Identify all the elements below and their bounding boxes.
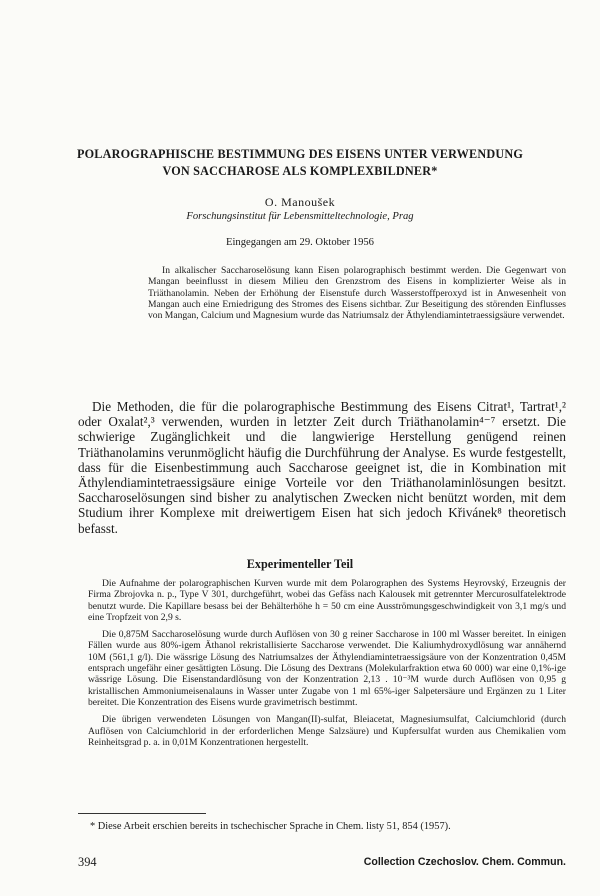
section-heading: Experimenteller Teil [246,557,354,571]
title-line-1: POLAROGRAPHISCHE BESTIMMUNG DES EISENS UNTER VERWENDUNG [76,147,524,161]
exp-paragraph: Die 0,875M Saccharoselösung wurde durch Auflösen von 30 g reiner Saccharose in 100 ml Wasser bereitet. In einigen Fällen wurde aus 80%-igem Äthanol rekristallisierte Saccharose verwendet. Die Kaliumhydroxydlösung war annähernd 10M (561,1 g/l). Die wässrige Lösung des Natriumsalzes der Äthylendiamintetraessigsäure von der Konzentration 0,45M entsprach ungefähr einer gesättigten Lösung. Die Lösung des Dextrans (Molekularfraktion etwa 60 000) war eine 0,1%-ige wässrige Lösung. Die Eisenstandardlösung von der Konzentration 2,13 . 10⁻³M wurde durch Auflösen von 0,95 g kristallischen Ammoniumeisenalauns in Wasser unter Zugabe von 1 ml 65%-iger Salpetersäure und Ergänzen zu 1 Liter bereitet. Die Konzentration des Eisens wurde gravimetrisch bestimmt. [88,629,566,708]
received-date: Eingegangen am 29. Oktober 1956 [226,237,374,248]
abstract [148,265,566,321]
journal-name: Collection Czechoslov. Chem. Commun. [363,856,566,868]
experimental-section [88,578,566,754]
exp-paragraph: Die übrigen verwendeten Lösungen von Mangan(II)-sulfat, Bleiacetat, Magnesiumsulfat, Calciumchlorid (durch Auflösen von Calciumchlorid in der erforderlichen Menge Salzsäure) und Kupfersulfat wurden aus Chemikalien vom Reinheitsgrad p. a. in 0,01M Konzentrationen hergestellt. [88,714,566,748]
author: O. Manoušek [264,195,336,209]
page-number: 394 [78,855,97,869]
introduction [78,399,566,536]
title-line-2: VON SACCHAROSE ALS KOMPLEXBILDNER* [162,164,438,178]
exp-paragraph: Die Aufnahme der polarographischen Kurven wurde mit dem Polarographen des Systems Heyrovský, Erzeugnis der Firma Zbrojovka n. p., Type V 301, durchgeführt, wobei das Gefäss nach Kalousek mit getrennter Mercurosulfatelektrode benutzt wurde. Die Kapillare besass bei der Behälterhöhe h = 50 cm eine Ausströmungsgeschwindigkeit von 3,1 mg/s und eine Tropfzeit von 2,9 s. [88,578,566,623]
footnote-rule [78,813,206,814]
abstract-text: In alkalischer Saccharoselösung kann Eisen polarographisch bestimmt werden. Die Gegenwart von Mangan beeinflusst in diesem Milieu den Grenzstrom des Eisens in komplizierter Weise als in Triäthanolamin. Neben der Erhöhung der Eisenstufe durch Wasserstoffperoxyd ist in Anwesenheit von Mangan auch eine Erniedrigung des Stromes des Eisens sichtbar. Zur Beseitigung des störenden Einflusses von Mangan, Calcium und Magnesium wurde das Natriumsalz der Äthylendiamintetraessigsäure verwendet. [148,265,566,322]
footnote: * Diese Arbeit erschien bereits in tschechischer Sprache in Chem. listy 51, 854 (1957). [90,821,451,832]
affiliation: Forschungsinstitut für Lebensmitteltechnologie, Prag [186,211,414,222]
intro-text: Die Methoden, die für die polarographische Bestimmung des Eisens Citrat¹, Tartrat¹,² oder Oxalat²,³ verwenden, wurden in letzter Zeit durch Triäthanolamin⁴⁻⁷ ersetzt. Die schwierige Zugänglichkeit und die langwierige Herstellung genügend reinen Triäthanolamins verunmöglicht häufig die Durchführung der Analyse. Es wurde festgestellt, dass für die Eisenbestimmung auch Saccharose geeignet ist, die in Kombination mit Äthylendiamintetraessigsäure einige Vorteile vor den Triäthanolaminlösungen besitzt. Saccharoselösungen sind bisher zu analytischen Zwecken nicht benützt worden, mit dem Studium ihrer Komplexe mit dreiwertigem Eisen hat sich jedoch Křivánek⁸ theoretisch befasst. [78,399,566,536]
